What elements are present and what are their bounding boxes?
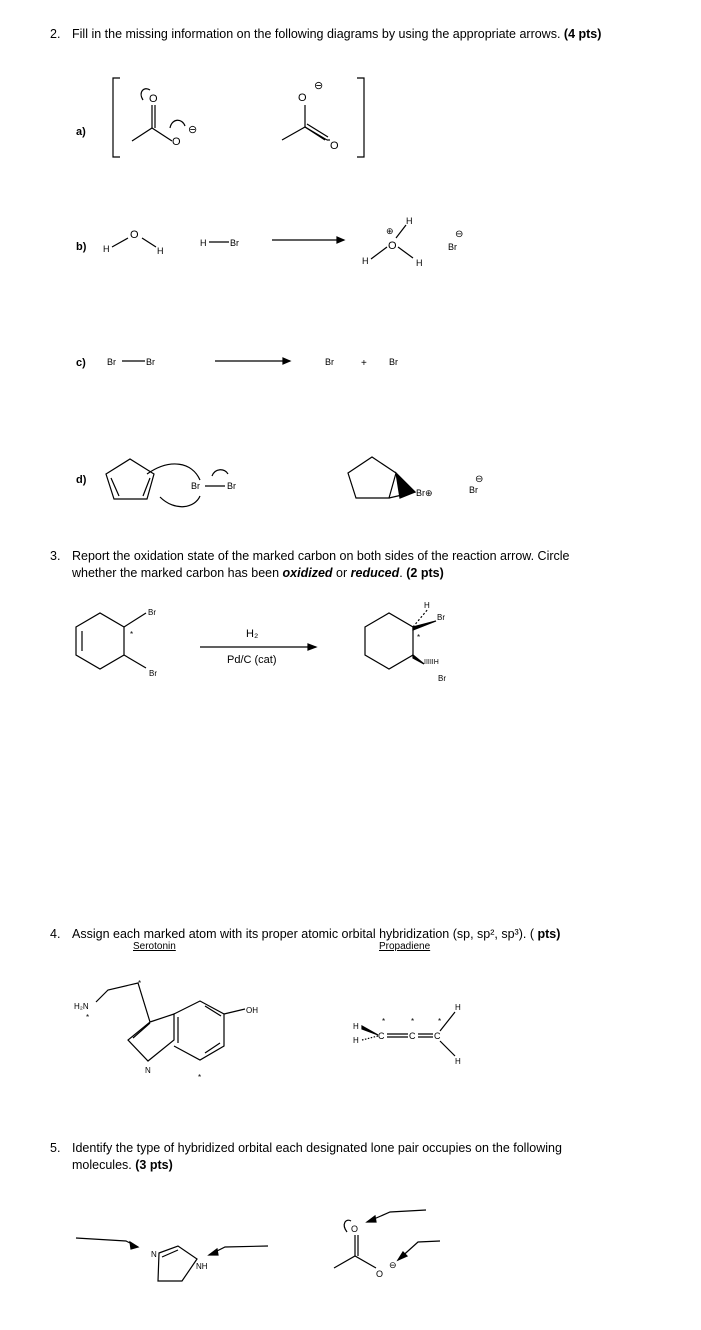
question-5 <box>50 1140 650 1174</box>
hydrogen-atom: H <box>424 601 430 610</box>
marked-atom-star: * <box>438 1017 442 1026</box>
negative-charge: ⊖ <box>455 229 464 240</box>
part-a-label: a) <box>76 126 86 138</box>
hydrogen-hash: IIIIIH <box>424 659 439 666</box>
marked-atom-star: * <box>382 1017 386 1026</box>
carbon-chain <box>334 1256 376 1268</box>
hydrogen-atom: H <box>157 246 164 256</box>
bromine-atom: Br <box>107 357 116 367</box>
pyrrole-ring <box>128 1014 174 1061</box>
bromide-ion: Br <box>448 242 457 252</box>
part-d-label: d) <box>76 474 87 486</box>
carbon-atom: C <box>434 1031 441 1041</box>
nitrogen-atom: N <box>151 1250 157 1259</box>
oxidized-option[interactable]: oxidized <box>282 566 333 580</box>
hydrogen-atom: H <box>416 258 423 268</box>
bromine-atom: Br <box>146 357 155 367</box>
bromine-atom: Br <box>438 674 446 683</box>
serotonin-structure <box>74 979 258 1082</box>
points: (2 pts) <box>406 566 444 580</box>
curved-arrow <box>147 464 200 480</box>
bromonium-ion: Br⊕ <box>416 488 433 498</box>
question-text: Assign each marked atom with its proper atomic orbital hybridization (sp, sp², sp³). ( pts) <box>72 927 561 941</box>
curved-arrow <box>160 496 200 507</box>
ring-double-bonds <box>178 1006 221 1053</box>
ring-double-bond <box>111 478 150 496</box>
marked-carbon-star: * <box>130 630 134 639</box>
hydrogen-atom: H <box>455 1057 461 1066</box>
hash-bond <box>362 1036 378 1040</box>
indole-nitrogen: N <box>145 1066 151 1075</box>
bromine-atom: Br <box>149 669 157 678</box>
double-bond <box>387 1034 408 1037</box>
hydrogen-atom: H <box>406 216 413 226</box>
nh-group: NH <box>196 1262 208 1271</box>
pointer-line <box>76 1238 138 1247</box>
part-d-reaction <box>106 457 483 507</box>
ring-double-bond <box>133 1023 150 1038</box>
carbon-chain <box>132 128 172 141</box>
ethyl-chain <box>96 983 150 1022</box>
cyclohexane-ring <box>365 613 413 669</box>
question-text: Fill in the missing information on the following diagrams by using the appropriate arrows. (4 pts) <box>72 27 602 41</box>
question-text: Report the oxidation state of the marked carbon on both sides of the reaction arrow. Circle whether the marked carbon has been oxidized or reduced. (2 pts) <box>72 549 570 580</box>
curved-arrow <box>170 120 185 128</box>
reagent-h2: H₂ <box>246 628 259 640</box>
positive-charge: ⊕ <box>386 226 394 236</box>
part-b-reaction <box>103 216 463 268</box>
benzene-ring <box>174 1001 224 1060</box>
q3-reaction <box>76 601 446 683</box>
bromine-atom: Br <box>227 481 236 491</box>
oxygen-atom: O <box>149 93 158 105</box>
five-membered-ring <box>158 1246 197 1281</box>
hydrogen-atom: H <box>103 244 110 254</box>
arrowhead <box>367 1216 376 1222</box>
plus-sign: + <box>361 358 367 369</box>
bromide-ion: Br <box>469 485 478 495</box>
oxygen-atom: O <box>388 240 397 252</box>
reagent-catalyst: Pd/C (cat) <box>227 654 277 666</box>
marked-atom-star: * <box>138 979 142 988</box>
marked-carbon-star: * <box>417 633 421 642</box>
oxygen-atom: O <box>376 1269 384 1279</box>
arrowhead <box>337 237 344 243</box>
marked-atom-star: * <box>198 1073 202 1082</box>
amine-group: H₂N <box>74 1002 89 1011</box>
left-bracket <box>113 78 120 157</box>
points: (4 pts) <box>563 27 602 41</box>
part-a-resonance <box>113 78 364 157</box>
question-text: Identify the type of hybridized orbital each designated lone pair occupies on the following molecules. (3 pts) <box>72 1141 562 1172</box>
substituent-bonds <box>124 613 146 668</box>
negative-charge: ⊖ <box>314 80 324 92</box>
hydrogen-atom: H <box>200 238 207 248</box>
right-bracket <box>357 78 364 157</box>
bromine-atom: Br <box>437 613 445 622</box>
serotonin-label: Serotonin <box>133 941 176 952</box>
cyclopentene-ring <box>106 459 154 499</box>
double-bond <box>418 1034 433 1037</box>
carbonyl-double-bond <box>355 1235 358 1256</box>
hydrogen-atom: H <box>455 1003 461 1012</box>
propadiene-label: Propadiene <box>379 941 431 952</box>
question-number: 3. <box>50 549 61 563</box>
points: pts) <box>537 927 561 941</box>
oxygen-atom: O <box>298 92 307 104</box>
curved-arrow <box>212 470 228 476</box>
oxygen-atom: O <box>130 229 139 241</box>
cyclohexene-ring <box>76 613 124 669</box>
bromine-atom: Br <box>191 481 200 491</box>
arrowhead <box>130 1242 138 1249</box>
propadiene-structure <box>353 1003 461 1066</box>
question-number: 2. <box>50 27 61 41</box>
part-c-reaction <box>107 357 398 369</box>
carbonyl-double-bond <box>305 124 328 140</box>
q5-imidazoline <box>76 1238 268 1281</box>
carbonyl-double-bond <box>152 105 155 128</box>
negative-charge: ⊖ <box>188 124 198 136</box>
carbon-atom: C <box>409 1031 416 1041</box>
carbon-atom: C <box>378 1031 385 1041</box>
part-c-label: c) <box>76 357 86 369</box>
question-number: 5. <box>50 1141 61 1155</box>
oxygen-atom: O <box>351 1224 359 1234</box>
bromine-radical: Br <box>325 357 334 367</box>
q5-acetate <box>334 1210 440 1279</box>
bromine-atom: Br <box>230 238 239 248</box>
hydrogen-atom: H <box>362 256 369 266</box>
wedge-bond <box>413 655 424 664</box>
marked-atom-star: * <box>411 1017 415 1026</box>
negative-charge: ⊖ <box>475 474 484 485</box>
question-3 <box>50 548 650 582</box>
oxygen-atom: O <box>172 136 181 148</box>
hydrogen-atom: H <box>353 1036 359 1045</box>
oh-bond <box>224 1009 245 1014</box>
hydrogen-atom: H <box>353 1022 359 1031</box>
points: (3 pts) <box>135 1158 173 1172</box>
reduced-option[interactable]: reduced <box>350 566 400 580</box>
arrowhead <box>209 1249 218 1255</box>
bromine-radical: Br <box>389 357 398 367</box>
ch-bonds <box>440 1012 455 1056</box>
wedge-bond <box>396 473 415 498</box>
arrowhead <box>308 644 316 650</box>
arrowhead <box>283 358 290 364</box>
oxygen-atom: O <box>330 140 339 152</box>
carbon-chain <box>282 127 327 140</box>
part-b-label: b) <box>76 241 87 253</box>
curved-arrow <box>344 1220 351 1232</box>
negative-charge: ⊖ <box>389 1260 397 1270</box>
wedge-bond <box>362 1026 378 1035</box>
cyclopentane-ring <box>348 457 396 498</box>
hydroxyl-group: OH <box>246 1006 258 1015</box>
bromine-atom: Br <box>148 608 156 617</box>
marked-atom-star: * <box>86 1013 90 1022</box>
question-number: 4. <box>50 927 61 941</box>
